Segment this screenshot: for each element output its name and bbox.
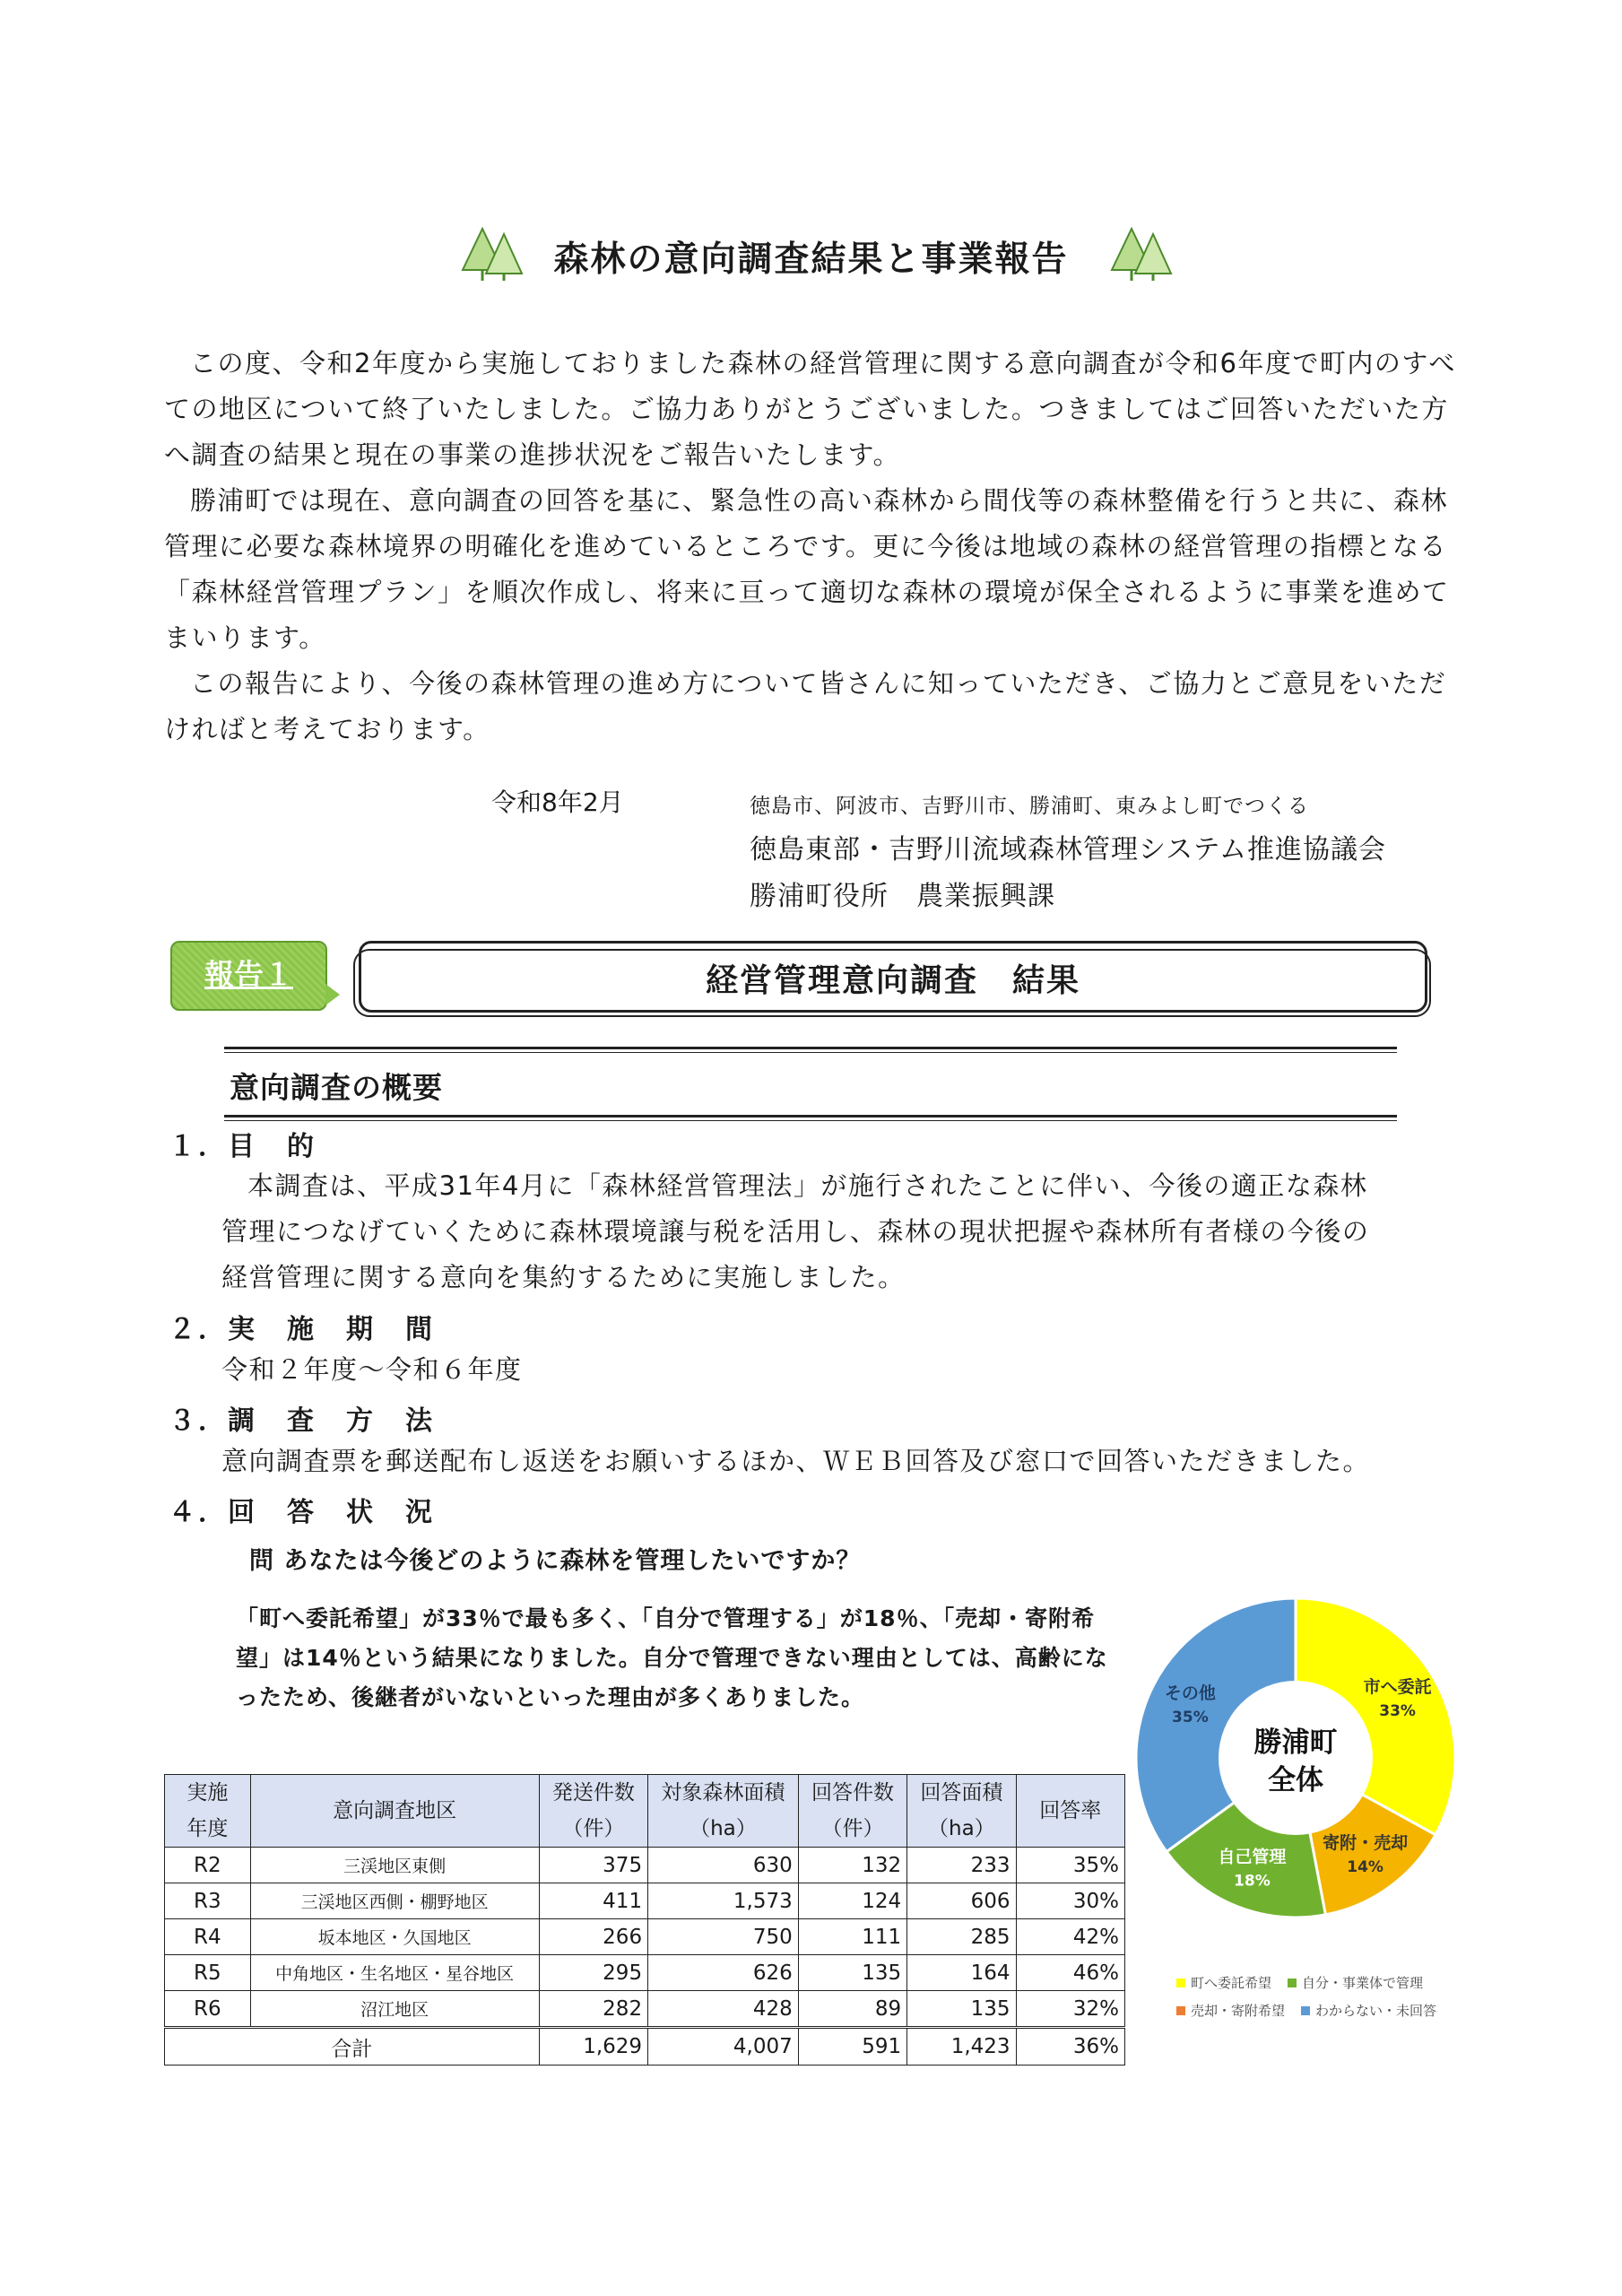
cell-area: 428 <box>648 1991 799 2028</box>
question-text: 問 あなたは今後どのように森林を管理したいですか？ <box>249 1547 862 1575</box>
slice-label: 寄附・売却 <box>1323 1832 1409 1853</box>
cell-area: 626 <box>648 1955 799 1991</box>
col-answer-area: 回答面積 （ha） <box>907 1775 1016 1848</box>
col-sent: 発送件数 （件） <box>539 1775 647 1848</box>
cell-district: 坂本地区・久国地区 <box>250 1919 539 1955</box>
slice-value-label: 33% <box>1379 1701 1416 1720</box>
section-rule-bottom-thin <box>224 1120 1397 1121</box>
chart-center-label: 全体 <box>1268 1764 1323 1796</box>
slice-label: 自己管理 <box>1218 1847 1287 1867</box>
cell-area: 750 <box>648 1919 799 1955</box>
legend-label: 売却・寄附希望 <box>1191 2003 1286 2019</box>
cell-year: R6 <box>165 1991 251 2028</box>
cell-answers: 89 <box>798 1991 906 2028</box>
donut-chart <box>1125 1587 1466 1928</box>
legend-item <box>1176 1973 1271 1992</box>
section-rule-bottom <box>224 1115 1397 1118</box>
col-district: 意向調査地区 <box>250 1775 539 1848</box>
cell-district: 三渓地区西側・棚野地区 <box>250 1883 539 1919</box>
slice-label: 市へ委託 <box>1363 1676 1432 1697</box>
cell-total-rate: 36% <box>1016 2028 1124 2066</box>
item-heading: ４．回 答 状 況 <box>169 1497 435 1528</box>
cell-total-sent: 1,629 <box>539 2028 647 2066</box>
cell-area: 630 <box>648 1848 799 1883</box>
item-body: 意向調査票を郵送配布し返送をお願いするほか、ＷＥＢ回答及び窓口で回答いただきました。 <box>221 1446 1371 1476</box>
page-title: 森林の意向調査結果と事業報告 <box>553 239 1069 280</box>
sender-subtitle: 徳島市、阿波市、吉野川市、勝浦町、東みよし町でつくる <box>750 795 1309 818</box>
intro-text <box>164 341 1464 752</box>
cell-district: 沼江地区 <box>250 1991 539 2028</box>
cell-answer-area: 606 <box>907 1883 1016 1919</box>
cell-answers: 111 <box>798 1919 906 1955</box>
legend-swatch <box>1176 2006 1185 2015</box>
slice-label: その他 <box>1164 1683 1216 1704</box>
col-rate: 回答率 <box>1016 1775 1124 1848</box>
chart-center-label: 勝浦町 <box>1253 1726 1338 1759</box>
col-answers: 回答件数 （件） <box>798 1775 906 1848</box>
tree-icon <box>1108 227 1176 283</box>
legend-swatch <box>1301 2006 1310 2015</box>
cell-district: 中角地区・生名地区・星谷地区 <box>250 1955 539 1991</box>
result-summary: 「町へ委託希望」が33％で最も多く、「自分で管理する」が18％、「売却・寄附希望」は14％という結果になりました。自分で管理できない理由としては、高齢になったため、後継者がいないといった理由が多くありました。 <box>236 1605 1108 1710</box>
legend-item <box>1301 2001 1436 2020</box>
section-rule-top-thin <box>224 1052 1397 1053</box>
cell-year: R2 <box>165 1848 251 1883</box>
survey-table <box>164 1774 1125 2066</box>
cell-rate: 30% <box>1016 1883 1124 1919</box>
legend-label: 町へ委託希望 <box>1191 1975 1272 1991</box>
cell-year: R3 <box>165 1883 251 1919</box>
report-title: 経営管理意向調査 結果 <box>705 962 1080 999</box>
item-heading: １．目 的 <box>169 1131 317 1162</box>
cell-year: R4 <box>165 1919 251 1955</box>
legend-item <box>1176 2001 1285 2020</box>
cell-total-answers: 591 <box>798 2028 906 2066</box>
chart-legend <box>1176 1973 1472 2029</box>
cell-rate: 46% <box>1016 1955 1124 1991</box>
cell-sent: 295 <box>539 1955 647 1991</box>
col-area: 対象森林面積 （ha） <box>648 1775 799 1848</box>
section-rule-top <box>224 1047 1397 1049</box>
cell-sent: 375 <box>539 1848 647 1883</box>
item-body: 本調査は、平成31年4月に「森林経営管理法」が施行されたことに伴い、今後の適正な森林管理につなげていくために森林環境譲与税を活用し、森林の現状把握や森林所有者様の今後の経営管理に関する意向を集約するために実施しました。 <box>221 1170 1370 1292</box>
report-tag-pointer <box>325 984 340 1005</box>
cell-sent: 266 <box>539 1919 647 1955</box>
cell-answers: 124 <box>798 1883 906 1919</box>
cell-answer-area: 135 <box>907 1991 1016 2028</box>
report-tag: 報告１ <box>170 941 327 1011</box>
item-heading: ２．実 施 期 間 <box>169 1314 435 1345</box>
cell-answer-area: 233 <box>907 1848 1016 1883</box>
table-row <box>165 1883 1125 1919</box>
cell-answer-area: 285 <box>907 1919 1016 1955</box>
table-row <box>165 1848 1125 1883</box>
legend-swatch <box>1176 1979 1185 1987</box>
cell-total-answer-area: 1,423 <box>907 2028 1016 2066</box>
cell-rate: 32% <box>1016 1991 1124 2028</box>
item-body: 令和２年度～令和６年度 <box>221 1354 523 1385</box>
issue-date: 令和8年2月 <box>491 787 624 817</box>
section-title: 意向調査の概要 <box>230 1070 443 1105</box>
table-total-row <box>165 2028 1125 2066</box>
slice-value-label: 35% <box>1172 1709 1209 1727</box>
sender-department: 勝浦町役所 農業振興課 <box>750 881 1055 912</box>
cell-year: R5 <box>165 1955 251 1991</box>
slice-value-label: 14% <box>1347 1857 1383 1876</box>
legend-item <box>1288 1973 1423 1992</box>
cell-rate: 35% <box>1016 1848 1124 1883</box>
legend-label: 自分・事業体で管理 <box>1302 1975 1424 1991</box>
cell-rate: 42% <box>1016 1919 1124 1955</box>
cell-answer-area: 164 <box>907 1955 1016 1991</box>
sender-organization: 徳島東部・吉野川流域森林管理システム推進協議会 <box>750 834 1386 865</box>
legend-swatch <box>1288 1979 1297 1987</box>
intro-paragraph: この度、令和2年度から実施しておりました森林の経営管理に関する意向調査が令和6年度で町内のすべての地区について終了いたしました。ご協力ありがとうございました。つきましてはご回答いただいた方へ調査の結果と現在の事業の進捗状況をご報告いたします。 <box>164 348 1456 470</box>
cell-sent: 411 <box>539 1883 647 1919</box>
cell-area: 1,573 <box>648 1883 799 1919</box>
item-heading: ３．調 査 方 法 <box>169 1405 435 1437</box>
table-row <box>165 1955 1125 1991</box>
cell-district: 三渓地区東側 <box>250 1848 539 1883</box>
cell-total-label: 合計 <box>165 2028 540 2066</box>
cell-answers: 132 <box>798 1848 906 1883</box>
cell-total-area: 4,007 <box>648 2028 799 2066</box>
col-year: 実施 年度 <box>165 1775 251 1848</box>
cell-answers: 135 <box>798 1955 906 1991</box>
table-row <box>165 1919 1125 1955</box>
table-row <box>165 1991 1125 2028</box>
intro-paragraph: 勝浦町では現在、意向調査の回答を基に、緊急性の高い森林から間伐等の森林整備を行うと共に、森林管理に必要な森林境界の明確化を進めているところです。更に今後は地域の森林の経営管理の指標となる「森林経営管理プラン」を順次作成し、将来に亘って適切な森林の環境が保全されるように事業を進めてまいります。 <box>164 485 1450 653</box>
intro-paragraph: この報告により、今後の森林管理の進め方について皆さんに知っていただき、ご協力とご意見をいただければと考えております。 <box>164 668 1447 744</box>
cell-sent: 282 <box>539 1991 647 2028</box>
table-header-row <box>165 1775 1125 1848</box>
legend-label: わからない・未回答 <box>1315 2003 1437 2019</box>
slice-value-label: 18% <box>1234 1872 1271 1891</box>
